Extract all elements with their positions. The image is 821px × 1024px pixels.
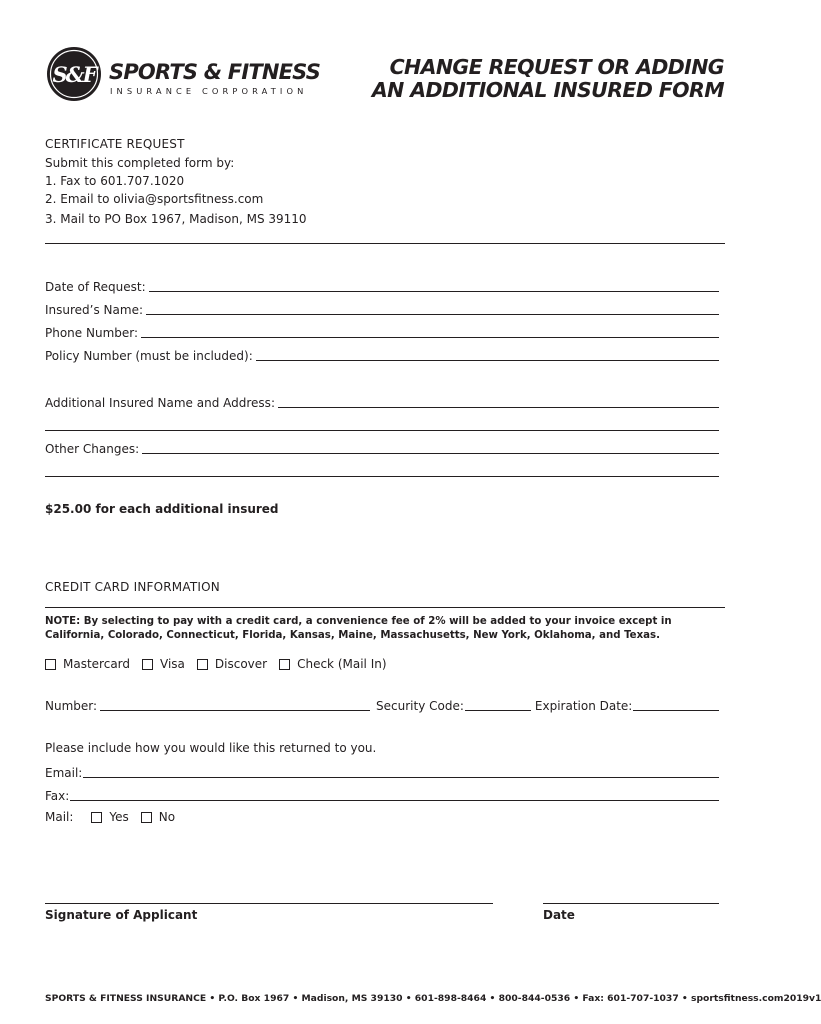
- option-check[interactable]: [279, 657, 386, 671]
- policy-number-field[interactable]: [45, 347, 719, 363]
- policy-number-line[interactable]: [256, 349, 719, 361]
- return-mail-label: Mail:: [45, 810, 74, 824]
- mastercard-label: Mastercard: [63, 657, 131, 671]
- security-code-label: Security Code:: [376, 699, 464, 713]
- visa-checkbox[interactable]: [142, 659, 153, 670]
- return-email-line[interactable]: [83, 766, 719, 778]
- form-title-line-1: CHANGE REQUEST OR ADDING: [389, 55, 724, 79]
- card-details-row: [45, 697, 719, 713]
- certificate-heading: CERTIFICATE REQUEST: [45, 137, 185, 151]
- date-of-request-label: Date of Request:: [45, 280, 146, 294]
- insured-name-line[interactable]: [146, 303, 719, 315]
- svg-text:S&F: S&F: [52, 62, 96, 87]
- expiration-date-label: Expiration Date:: [534, 699, 633, 713]
- mail-yes-option[interactable]: [91, 810, 128, 824]
- method-email: 2. Email to olivia@sportsfitness.com: [45, 192, 264, 206]
- security-code-line[interactable]: [465, 699, 531, 711]
- additional-insured-line-2[interactable]: [45, 430, 719, 431]
- phone-number-field[interactable]: [45, 324, 719, 340]
- return-fax-line[interactable]: [70, 789, 719, 801]
- fee-text: $25.00 for each additional insured: [45, 502, 279, 516]
- additional-insured-field[interactable]: [45, 394, 719, 410]
- other-changes-line-2[interactable]: [45, 476, 719, 477]
- card-number-line[interactable]: [100, 699, 370, 711]
- mail-yes-label: Yes: [109, 810, 129, 824]
- footer-version: 2019v1: [783, 993, 821, 1004]
- footer-contact: SPORTS & FITNESS INSURANCE • P.O. Box 1967 • Madison, MS 39130 • 601-898-8464 • 800-844-0536 • Fax: 601-707-1037 • sportsfitness.com: [45, 993, 784, 1004]
- insured-name-label: Insured’s Name:: [45, 303, 143, 317]
- signature-label: Signature of Applicant: [45, 908, 198, 922]
- date-line[interactable]: [543, 903, 719, 904]
- return-fax-field[interactable]: [45, 787, 719, 803]
- sf-logo-mark-icon: [46, 46, 102, 102]
- mail-yes-checkbox[interactable]: [91, 812, 102, 823]
- option-discover[interactable]: [197, 657, 267, 671]
- mail-no-label: No: [158, 810, 176, 824]
- method-mail: 3. Mail to PO Box 1967, Madison, MS 39110: [45, 212, 307, 226]
- return-prompt: Please include how you would like this returned to you.: [45, 741, 377, 755]
- mastercard-checkbox[interactable]: [45, 659, 56, 670]
- date-of-request-line[interactable]: [149, 280, 719, 292]
- additional-insured-line[interactable]: [278, 396, 719, 408]
- check-mail-in-label: Check (Mail In): [297, 657, 387, 671]
- other-changes-label: Other Changes:: [45, 442, 140, 456]
- footer: [45, 993, 821, 1004]
- form-title: [340, 56, 724, 102]
- mail-no-option[interactable]: [141, 810, 175, 824]
- company-subtitle: INSURANCE CORPORATION: [110, 86, 308, 96]
- option-visa[interactable]: [142, 657, 185, 671]
- company-name: SPORTS & FITNESS: [109, 60, 321, 84]
- phone-number-line[interactable]: [141, 326, 719, 338]
- visa-label: Visa: [160, 657, 185, 671]
- company-logo: [46, 46, 336, 106]
- phone-number-label: Phone Number:: [45, 326, 139, 340]
- other-changes-field[interactable]: [45, 440, 719, 456]
- signature-line[interactable]: [45, 903, 493, 904]
- method-fax: 1. Fax to 601.707.1020: [45, 174, 185, 188]
- date-of-request-field[interactable]: [45, 278, 719, 294]
- other-changes-line[interactable]: [142, 442, 719, 454]
- return-mail-row: [45, 810, 187, 824]
- additional-insured-label: Additional Insured Name and Address:: [45, 396, 275, 410]
- option-mastercard[interactable]: [45, 657, 130, 671]
- expiration-date-line[interactable]: [633, 699, 719, 711]
- insured-name-field[interactable]: [45, 301, 719, 317]
- mail-no-checkbox[interactable]: [141, 812, 152, 823]
- check-mail-in-checkbox[interactable]: [279, 659, 290, 670]
- divider: [45, 243, 725, 244]
- discover-label: Discover: [214, 657, 268, 671]
- return-email-field[interactable]: [45, 764, 719, 780]
- return-email-label: Email:: [45, 766, 83, 780]
- submit-instructions: Submit this completed form by:: [45, 156, 235, 170]
- return-fax-label: Fax:: [45, 789, 70, 803]
- credit-card-heading: CREDIT CARD INFORMATION: [45, 580, 220, 594]
- payment-method-options: [45, 657, 399, 671]
- convenience-fee-note: NOTE: By selecting to pay with a credit card, a convenience fee of 2% will be added to your invoice except in California, Colorado, Connecticut, Florida, Kansas, Maine, Massachusetts, New York, Oklahoma, and Texas.: [45, 616, 672, 641]
- form-title-line-2: AN ADDITIONAL INSURED FORM: [371, 78, 724, 102]
- discover-checkbox[interactable]: [197, 659, 208, 670]
- policy-number-label: Policy Number (must be included):: [45, 349, 253, 363]
- card-number-label: Number:: [45, 699, 98, 713]
- credit-card-divider: [45, 607, 725, 608]
- date-label: Date: [543, 908, 575, 922]
